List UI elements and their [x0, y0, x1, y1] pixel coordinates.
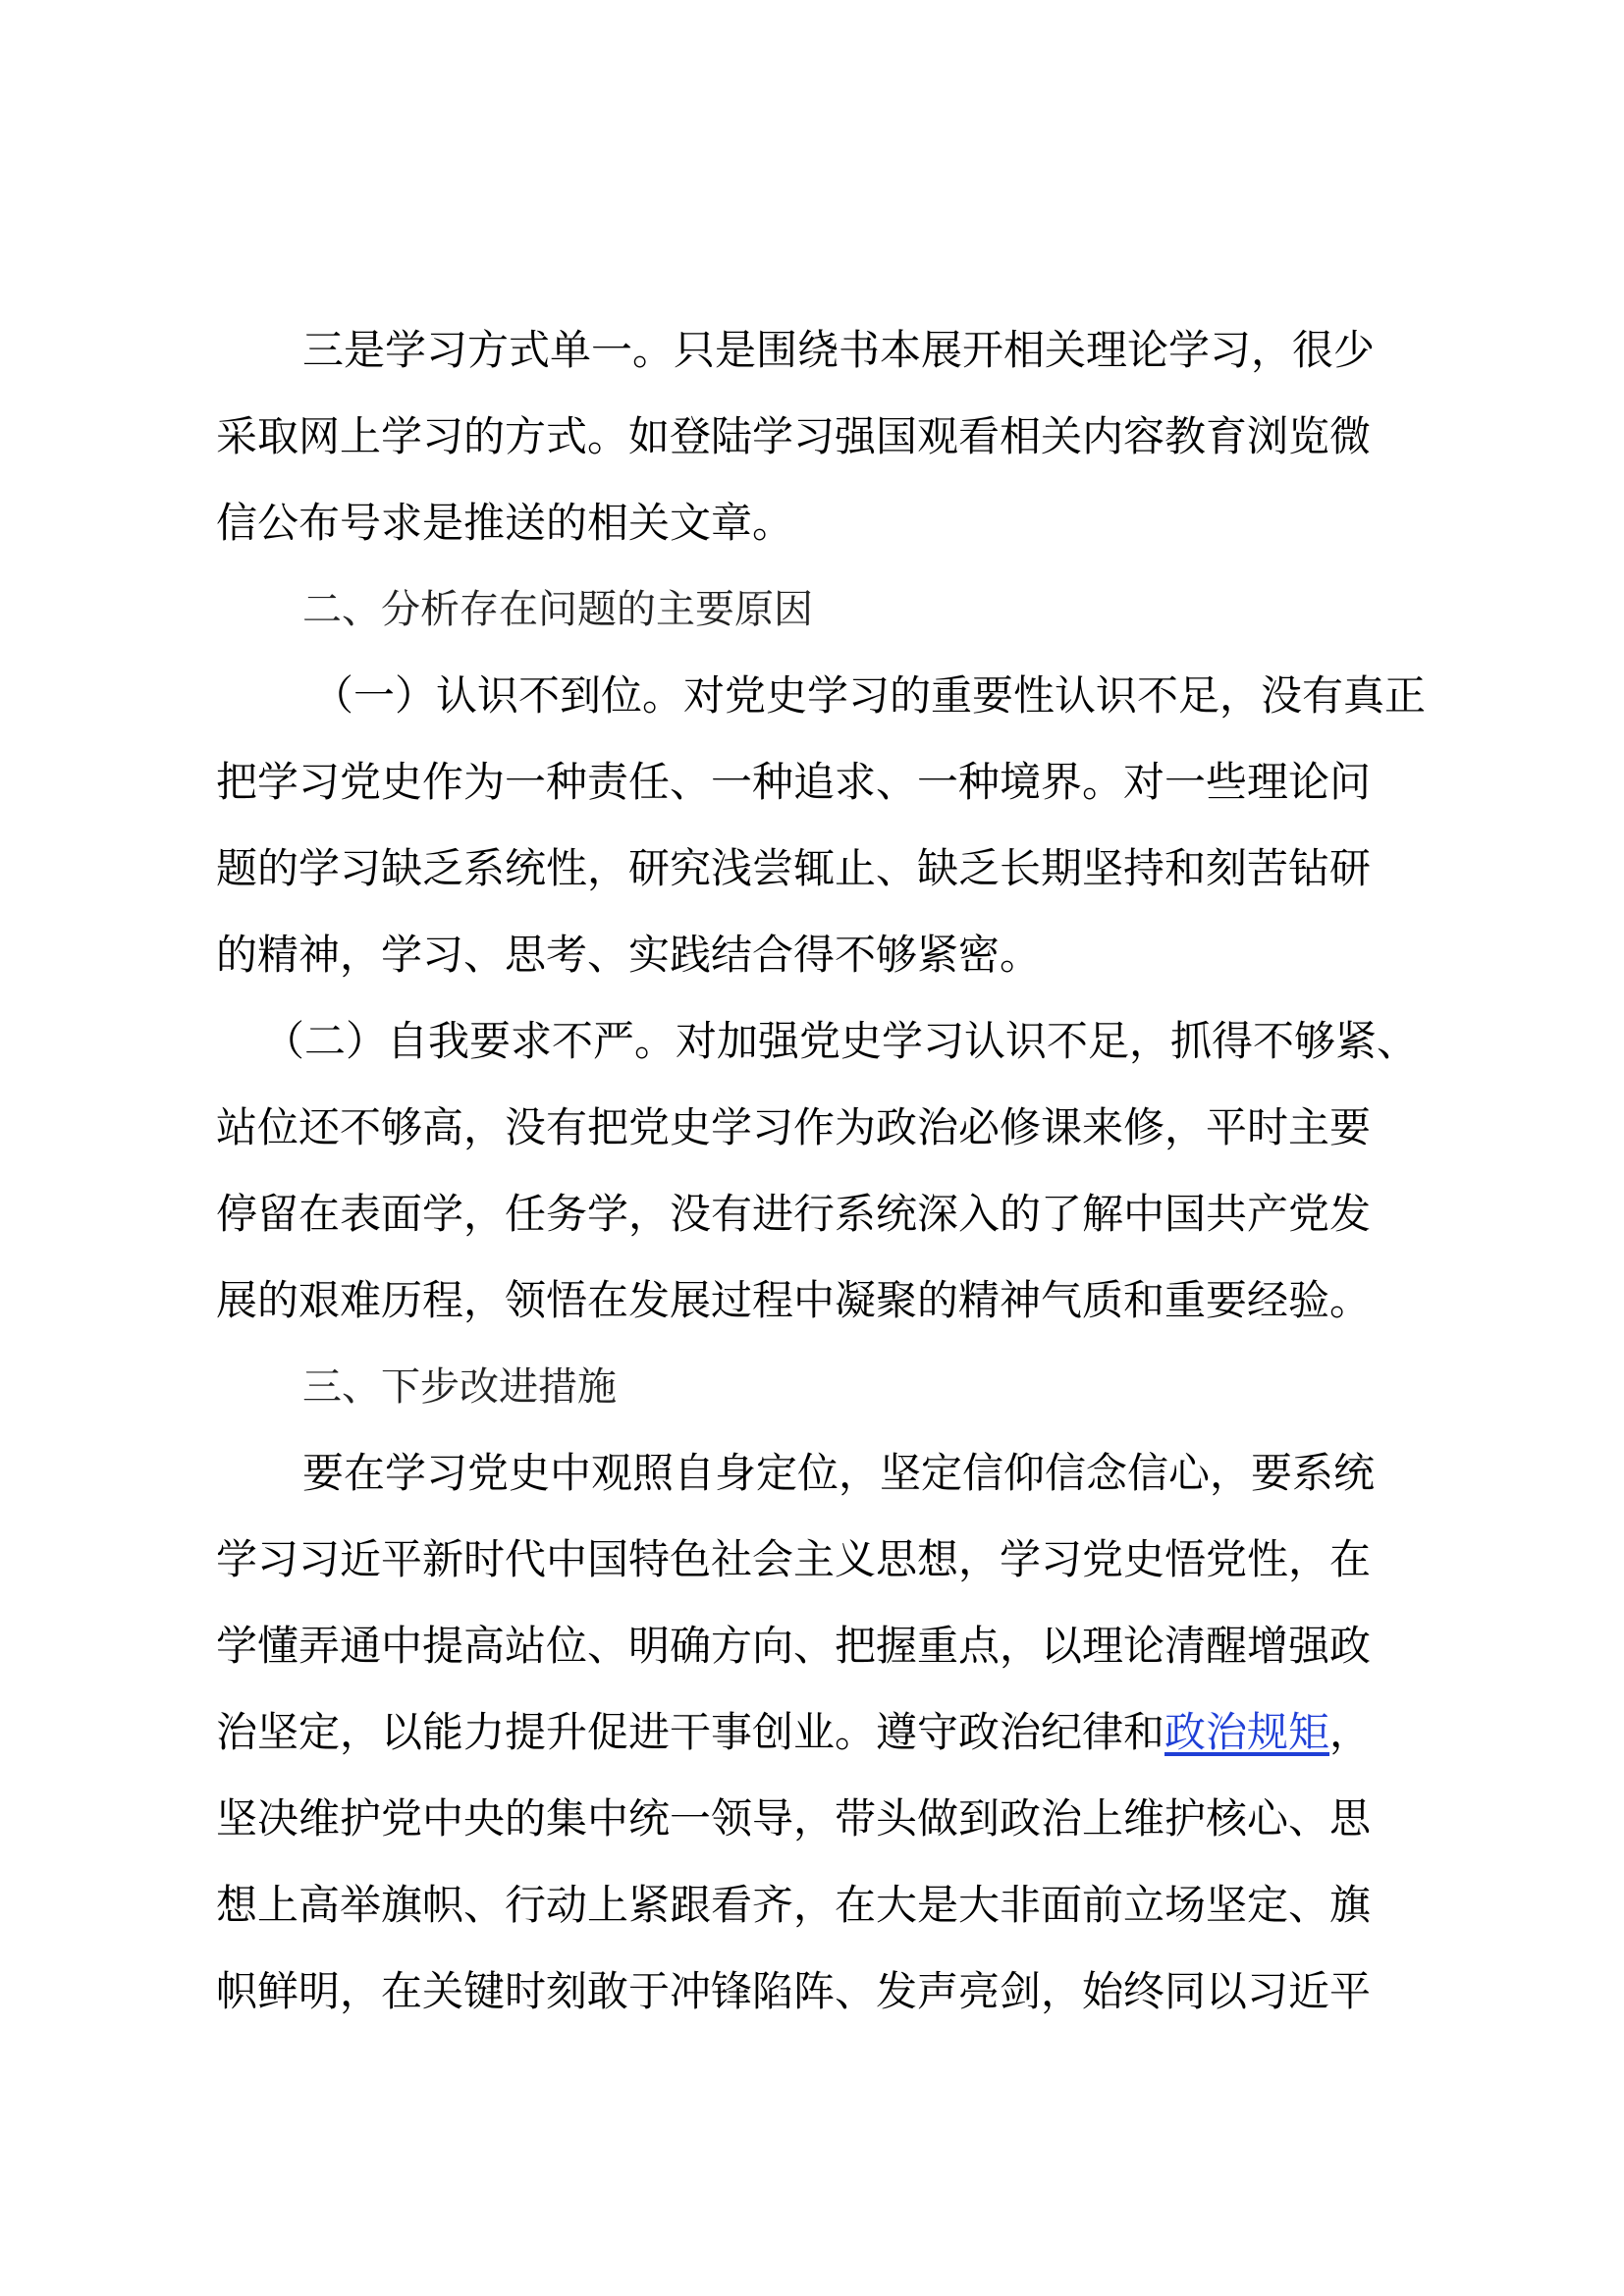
paragraph-line: 题的学习缺乏系统性，研究浅尝辄止、缺乏长期坚持和刻苦钻研	[216, 844, 1372, 892]
political-rules-link[interactable]: 政治规矩	[1164, 1708, 1330, 1756]
paragraph-line: 信公布号求是推送的相关文章。	[216, 499, 794, 547]
paragraph-line: 帜鲜明，在关键时刻敢于冲锋陷阵、发声亮剑，始终同以习近平	[216, 1967, 1372, 2015]
paragraph-line: 站位还不够高，没有把党史学习作为政治必修课来修，平时主要	[216, 1103, 1372, 1151]
paragraph-line: 停留在表面学，任务学，没有进行系统深入的了解中国共产党发	[216, 1190, 1372, 1238]
paragraph-line: 展的艰难历程，领悟在发展过程中凝聚的精神气质和重要经验。	[216, 1276, 1372, 1324]
paragraph-line: 要在学习党史中观照自身定位，坚定信仰信念信心，要系统	[302, 1449, 1376, 1497]
line-text: 治坚定，以能力提升促进干事创业。遵守政治纪律和	[216, 1708, 1165, 1756]
section-heading: 二、分析存在问题的主要原因	[302, 587, 813, 632]
paragraph-line: 采取网上学习的方式。如登陆学习强国观看相关内容教育浏览微	[216, 412, 1372, 460]
paragraph-line: （二）自我要求不严。对加强党史学习认识不足，抓得不够紧、	[263, 1017, 1419, 1065]
paragraph-line: 想上高举旗帜、行动上紧跟看齐，在大是大非面前立场坚定、旗	[216, 1881, 1372, 1929]
line-text: ，	[1329, 1708, 1372, 1756]
paragraph-line: 学懂弄通中提高站位、明确方向、把握重点，以理论清醒增强政	[216, 1622, 1372, 1670]
section-heading: 三、下步改进措施	[302, 1364, 617, 1410]
paragraph-line: 学习习近平新时代中国特色社会主义思想，学习党史悟党性，在	[216, 1535, 1372, 1583]
paragraph-line	[216, 1698, 1434, 1767]
paragraph-line: 的精神，学习、思考、实践结合得不够紧密。	[216, 931, 1042, 979]
paragraph-line: 把学习党史作为一种责任、一种追求、一种境界。对一些理论问	[216, 758, 1372, 806]
paragraph-line: 三是学习方式单一。只是围绕书本展开相关理论学习，很少	[302, 326, 1376, 374]
paragraph-line: 坚决维护党中央的集中统一领导，带头做到政治上维护核心、思	[216, 1794, 1372, 1842]
paragraph-line: （一）认识不到位。对党史学习的重要性认识不足，没有真正	[312, 671, 1427, 720]
